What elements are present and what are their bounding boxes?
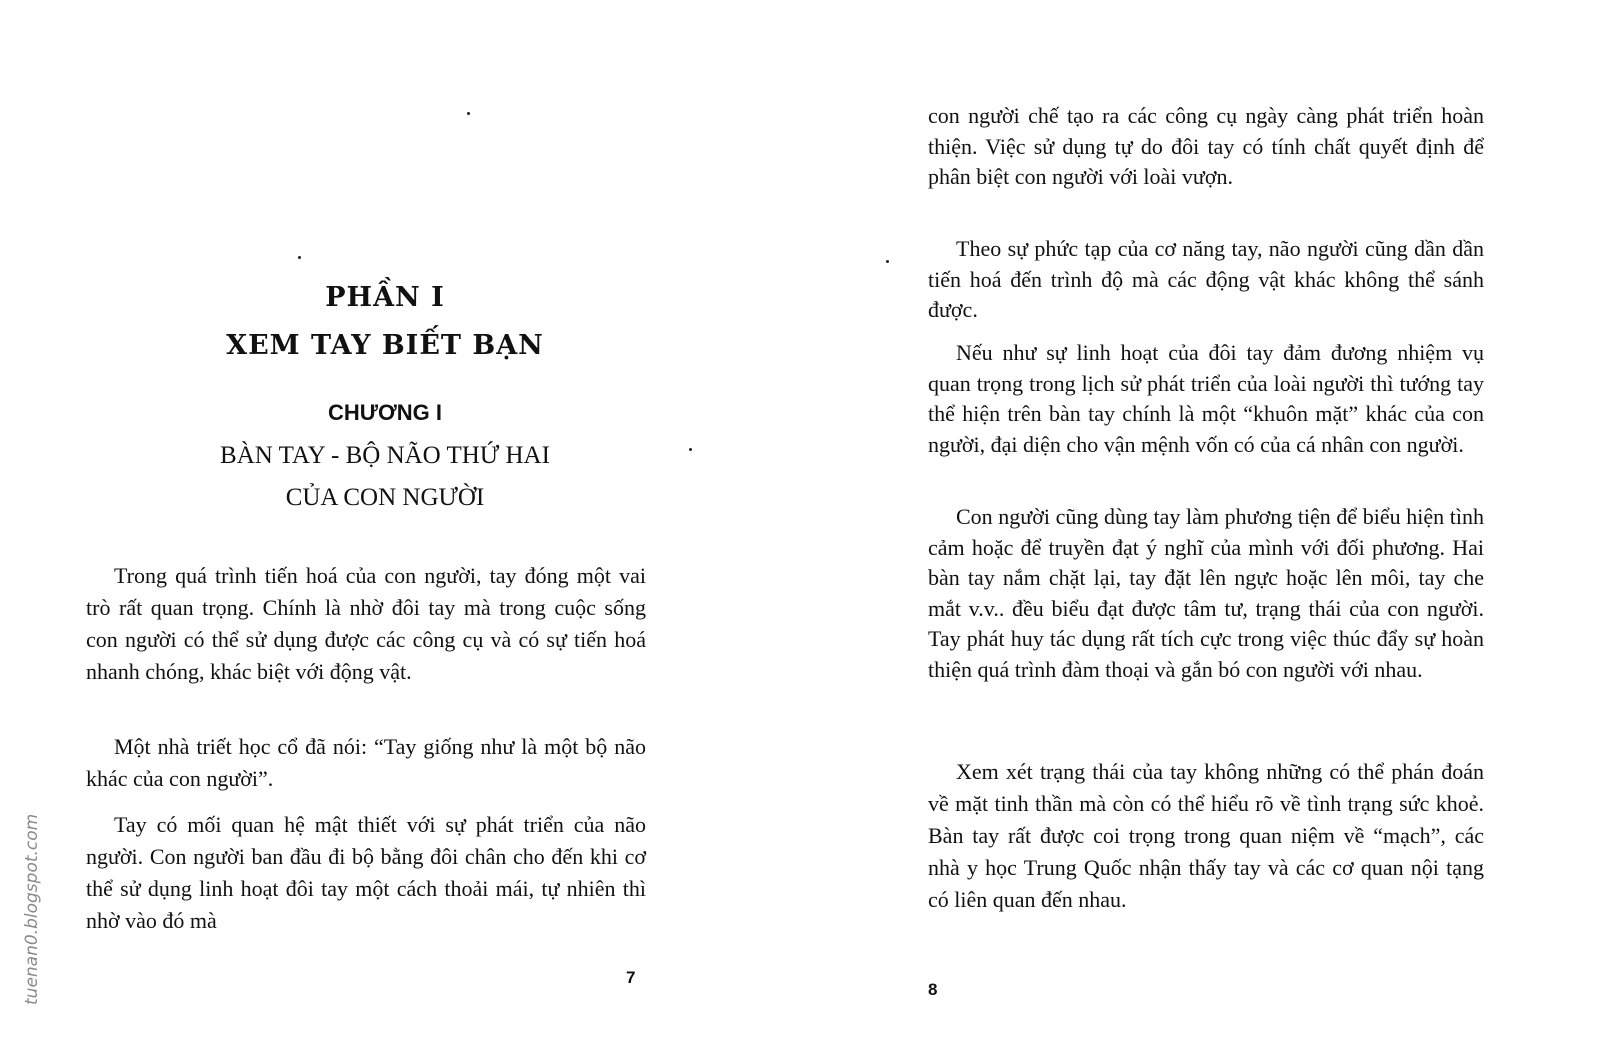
chapter-title-line2: CỦA CON NGƯỜI [285,484,485,511]
watermark: tuenan0.blogspot.com [22,813,42,1005]
chapter-title-line1: BÀN TAY - BỘ NÃO THỨ HAI [220,442,550,469]
chapter-label: CHƯƠNG I [327,400,443,425]
part-name: XEM TAY BIẾT BẠN [226,330,544,361]
page-number: 8 [928,980,938,999]
part-label: PHẦN I [325,282,445,313]
body-paragraph: Nếu như sự linh hoạt của đôi tay đảm đương nhiệm vụ quan trọng trong lịch sử phát triển của loài người thì tướng tay thể hiện trên bàn tay chính là một “khuôn mặt” khác của con người, đại diện cho vận mệnh vốn có của cá nhân con người. [928,340,1484,457]
page-number: 7 [626,968,636,987]
body-paragraph: Xem xét trạng thái của tay không những có thể phán đoán về mặt tinh thần mà còn có thể hiểu rõ về tình trạng sức khoẻ. Bàn tay rất được coi trọng trong quan niệm về “mạch”, các nhà y học Trung Quốc nhận thấy tay và các cơ quan nội tạng có liên quan đến nhau. [928,759,1484,912]
scan-speck [689,448,692,451]
right-page [800,0,1600,1040]
body-paragraph: Tay có mối quan hệ mật thiết với sự phát triển của não người. Con người ban đầu đi bộ bằng đôi chân cho đến khi cơ thể sử dụng linh hoạt đôi tay một cách thoải mái, tự nhiên thì nhờ vào đó mà [86,812,646,933]
body-paragraph: Theo sự phức tạp của cơ năng tay, não người cũng dần dần tiến hoá đến trình độ mà các động vật khác không thể sánh được. [928,236,1484,322]
scan-speck [298,256,301,259]
scan-speck [467,112,470,115]
body-paragraph: Trong quá trình tiến hoá của con người, tay đóng một vai trò rất quan trọng. Chính là nhờ đôi tay mà trong cuộc sống con người có thể sử dụng được các công cụ và có sự tiến hoá nhanh chóng, khác biệt với động vật. [86,563,646,684]
body-paragraph: Một nhà triết học cổ đã nói: “Tay giống như là một bộ não khác của con người”. [86,734,646,791]
scan-speck [886,260,889,263]
body-paragraph: Con người cũng dùng tay làm phương tiện để biểu hiện tình cảm hoặc để truyền đạt ý nghĩ của mình với đối phương. Hai bàn tay nắm chặt lại, tay đặt lên ngực hoặc lên môi, tay che mắt v.v.. đều biểu đạt được tâm tư, trạng thái của con người. Tay phát huy tác dụng rất tích cực trong việc thúc đẩy sự hoàn thiện quá trình đàm thoại và gắn bó con người với nhau. [928,504,1484,682]
body-paragraph: con người chế tạo ra các công cụ ngày càng phát triển hoàn thiện. Việc sử dụng tự do đôi tay có tính chất quyết định để phân biệt con người với loài vượn. [928,103,1484,189]
